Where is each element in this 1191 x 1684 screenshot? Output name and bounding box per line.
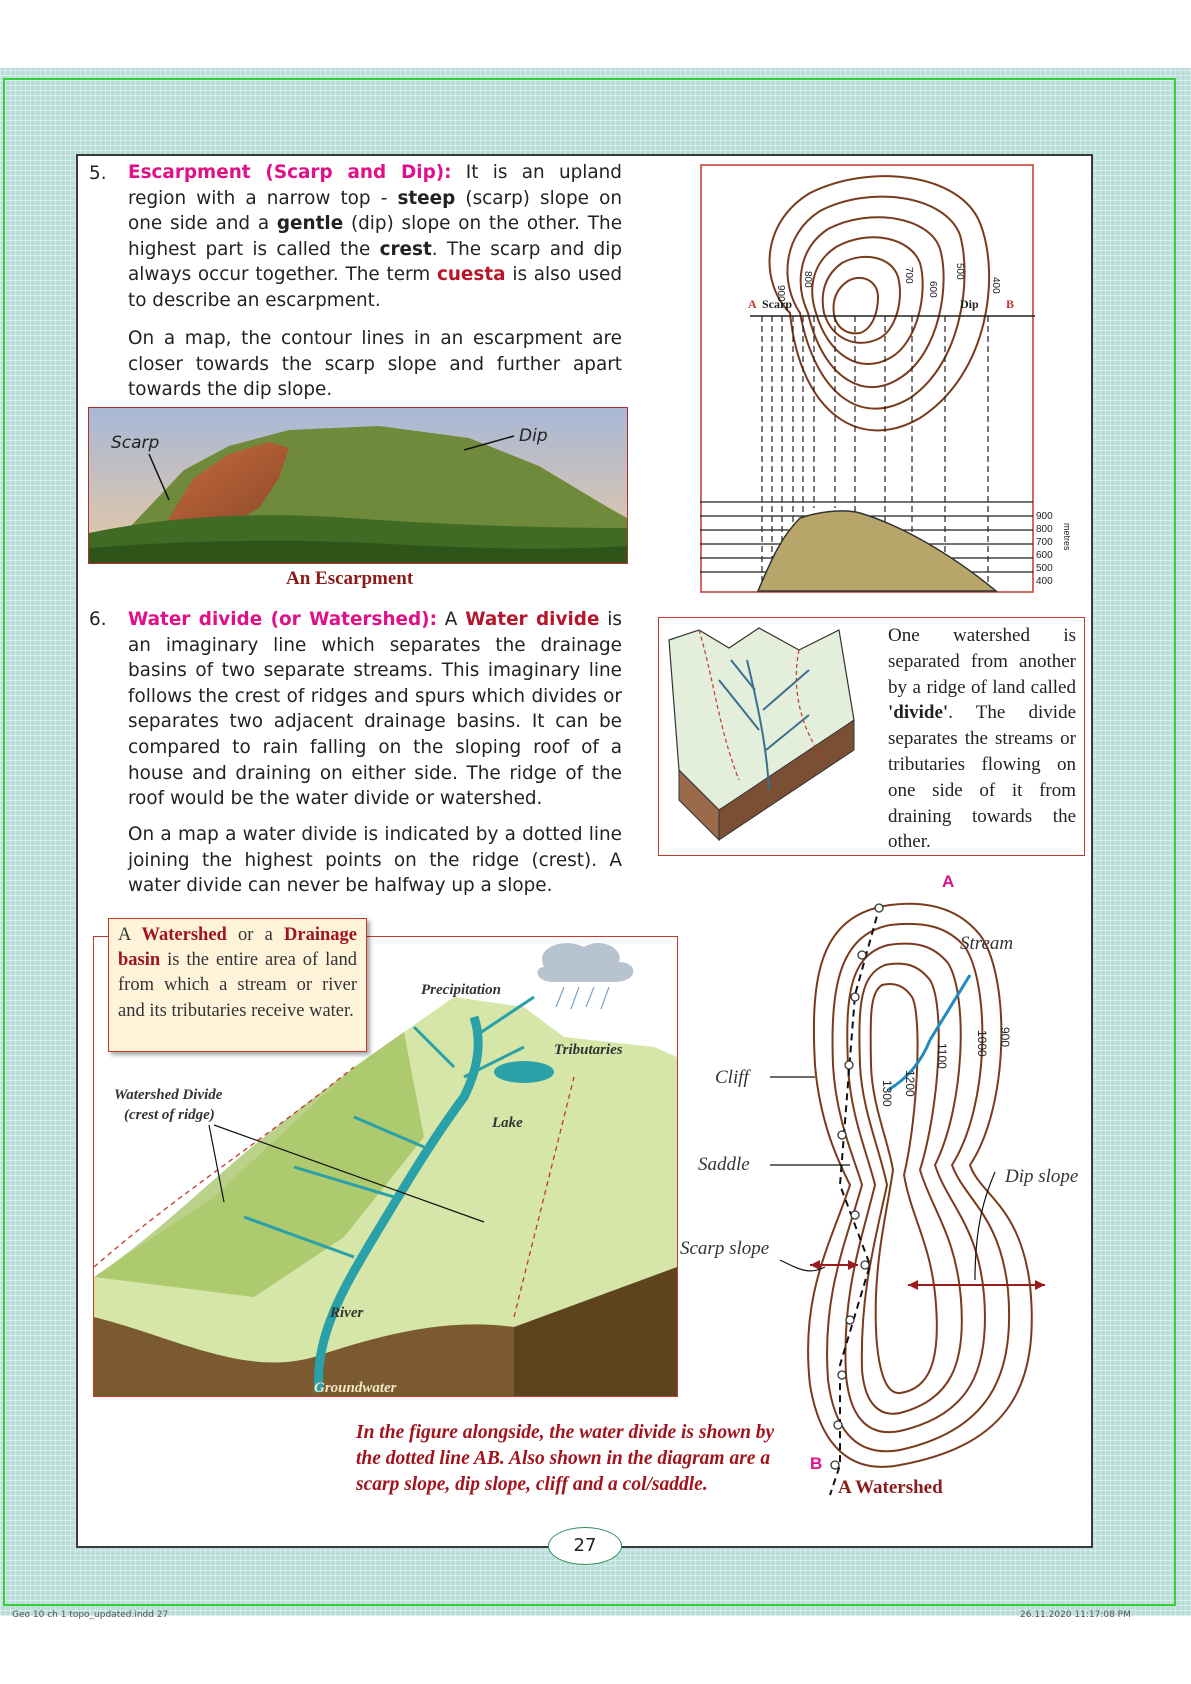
profile-value-900: 900	[1036, 511, 1053, 522]
label-lake: Lake	[492, 1115, 523, 1131]
label-stream: Stream	[960, 933, 1014, 954]
watershed-definition-note: A Watershed or a Drainage basin is the entire area of land from which a stream or river and its tributaries receive water.	[108, 918, 367, 1052]
label-cliff: Cliff	[715, 1067, 749, 1088]
escarpment-paragraph: Escarpment (Scarp and Dip): It is an upland region with a narrow top - steep (scarp) slope on one side and a gentle (dip) slope on the other. The highest part is called the crest. The scarp and dip always occur together. The term cuesta is also used to describe an escarpment.	[128, 162, 623, 311]
label-crest-of-ridge: (crest of ridge)	[124, 1107, 215, 1123]
label-groundwater: Groundwater	[314, 1380, 397, 1396]
escarpment-map-paragraph: On a map, the contour lines in an escarpment are closer towards the scarp slope and further apart towards the dip slope.	[128, 328, 622, 401]
label-scarp-slope: Scarp slope	[680, 1238, 770, 1259]
label-dip-slope: Dip slope	[1005, 1166, 1079, 1187]
footer-left: Geo 10 ch 1 topo_updated.indd 27	[12, 1610, 169, 1620]
scarp-photo-label: Scarp	[111, 433, 160, 453]
label-watershed-divide: Watershed Divide	[114, 1087, 223, 1103]
label-river: River	[330, 1305, 364, 1321]
map-label-a: A	[942, 872, 955, 891]
contour-value-900: 900	[775, 285, 786, 302]
item-number-6: 6.	[89, 609, 107, 630]
contour-value-500: 500	[954, 263, 965, 280]
profile-value-400: 400	[1036, 576, 1053, 587]
contour-1200: 1200	[903, 1070, 917, 1097]
label-precipitation: Precipitation	[421, 982, 501, 998]
profile-value-500: 500	[1036, 563, 1053, 574]
water-divide-map-paragraph: On a map a water divide is indicated by a dotted line joining the highest points on the ridge (crest). A water divide can never be halfway up a slope.	[128, 824, 622, 897]
footer-right: 26.11.2020 11:17:08 PM	[1020, 1610, 1131, 1620]
contour-label-a: A	[748, 297, 757, 311]
profile-value-600: 600	[1036, 550, 1053, 561]
label-tributaries: Tributaries	[554, 1042, 623, 1058]
escarpment-photo	[88, 407, 628, 564]
contour-label-b: B	[1006, 297, 1015, 311]
escarpment-heading: Escarpment (Scarp and Dip):	[128, 162, 452, 183]
label-saddle: Saddle	[698, 1154, 750, 1175]
contour-label-dip: Dip	[960, 297, 979, 311]
map-label-b: B	[810, 1454, 823, 1473]
contour-label-scarp: Scarp	[762, 297, 792, 311]
contour-value-600: 600	[927, 281, 938, 298]
contour-value-400: 400	[990, 277, 1001, 294]
profile-units: metres	[1062, 523, 1072, 551]
contour-value-800: 800	[802, 271, 813, 288]
water-divide-heading: Water divide (or Watershed):	[128, 609, 437, 630]
watershed-map-caption: A Watershed	[838, 1477, 943, 1498]
contour-1100: 1100	[935, 1043, 949, 1069]
water-divide-paragraph: Water divide (or Watershed): A Water divide is an imaginary line which separates the drainage basins of two separate streams. This imaginary line follows the crest of ridges and spurs which divides or separates two adjacent drainage basins. It can be compared to rain falling on the sloping roof of a house and draining on either side. The ridge of the roof would be the water divide or watershed.	[128, 609, 622, 810]
contour-900: 900	[998, 1027, 1012, 1048]
item-number-5: 5.	[89, 163, 107, 184]
watershed-contour-map	[680, 865, 1090, 1505]
page-number: 27	[548, 1527, 622, 1565]
escarpment-caption: An Escarpment	[286, 568, 414, 589]
profile-value-700: 700	[1036, 537, 1053, 548]
profile-value-800: 800	[1036, 524, 1053, 535]
contour-1300: 1300	[880, 1080, 894, 1107]
contour-1000: 1000	[975, 1030, 989, 1057]
dip-photo-label: Dip	[519, 426, 548, 446]
figure-caption: In the figure alongside, the water divide is shown by the dotted line AB. Also shown in the diagram are a scarp slope, dip slope, cliff and a col/saddle.	[356, 1422, 775, 1495]
escarpment-contour-figure	[700, 163, 1072, 595]
divide-description: One watershed is separated from another by a ridge of land called 'divide'. The divide separates the streams or tributaries flowing on one side of it from draining towards the other.	[888, 625, 1076, 853]
contour-value-700: 700	[903, 267, 914, 284]
